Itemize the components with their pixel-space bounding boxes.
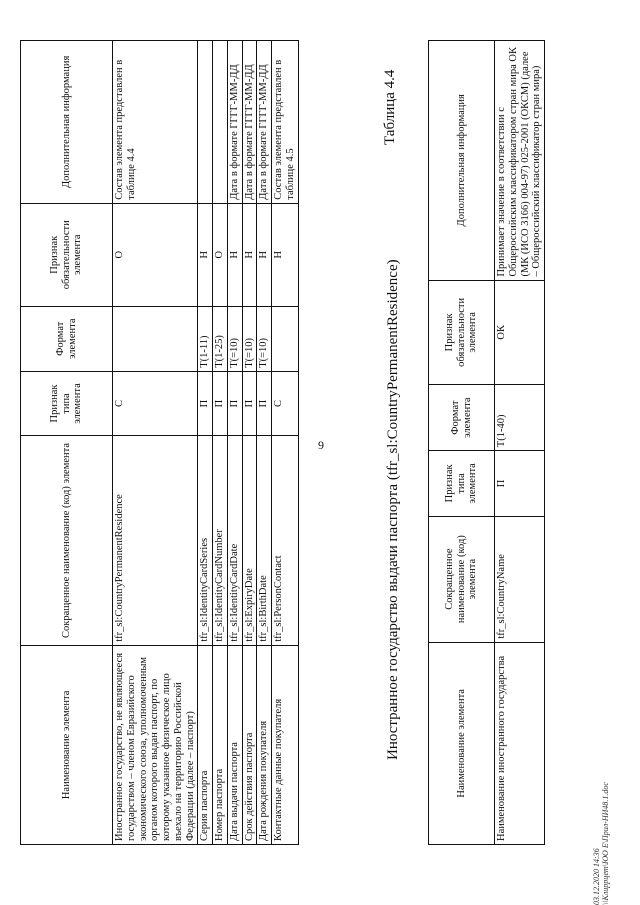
table-row xyxy=(272,41,299,845)
cell: T(1-11) xyxy=(198,306,213,371)
table-row xyxy=(257,41,272,845)
cell: Номер паспорта xyxy=(213,645,228,844)
table-row xyxy=(198,41,213,845)
cell: Состав элемента представлен в таблице 4.4 xyxy=(113,41,198,204)
cell: T(=10) xyxy=(227,306,242,371)
cell: Дата в формате ГГГГ-ММ-ДД xyxy=(242,41,257,204)
cell: tfr_sl:ExpiryDate xyxy=(242,436,257,646)
cell: Н xyxy=(198,203,213,306)
cell: С xyxy=(113,371,198,435)
header-code: Сокращенное наименование (код) элемента xyxy=(429,516,495,642)
cell: Серия паспорта xyxy=(198,645,213,844)
cell: Состав элемента представлен в таблице 4.5 xyxy=(272,41,299,204)
header-name: Наименование элемента xyxy=(21,645,113,844)
rotated-page xyxy=(0,45,640,905)
header-name: Наименование элемента xyxy=(429,642,495,844)
table-row xyxy=(113,41,198,845)
cell: Иностранное государство, не являющееся государством – членом Евразийского экономического союза, уполномоченным органом которого выдан паспорт, по которому указанное физическое лицо въехало на территорию Российской Федерации (далее – паспорт) xyxy=(113,645,198,844)
cell xyxy=(213,41,228,204)
cell: tfr_sl:IdentityCardDate xyxy=(227,436,242,646)
cell: tfr_sl:BirthDate xyxy=(257,436,272,646)
cell: T(1-25) xyxy=(213,306,228,371)
cell: tfr_sl:CountryName xyxy=(495,516,545,642)
cell: П xyxy=(227,371,242,435)
cell xyxy=(113,306,198,371)
footer-path: \\Клиррцет\ЮО Е\Прил-НИ48.1.doc xyxy=(601,782,611,905)
table-number: Таблица 4.4 xyxy=(382,69,398,145)
cell: Дата рождения покупателя xyxy=(257,645,272,844)
cell: С xyxy=(272,371,299,435)
header-required: Признак обязательности элемента xyxy=(21,203,113,306)
cell xyxy=(272,306,299,371)
header-required: Признак обязательности элемента xyxy=(429,280,495,385)
table-row xyxy=(495,41,545,845)
cell: tfr_sl:PersonContact xyxy=(272,436,299,646)
cell: T(=10) xyxy=(242,306,257,371)
cell: Н xyxy=(242,203,257,306)
header-format: Формат элемента xyxy=(21,306,113,371)
cell: Дата в формате ГГГГ-ММ-ДД xyxy=(227,41,242,204)
table-caption: Иностранное государство выдачи паспорта (tfr_sl:CountryPermanentResidence) xyxy=(385,259,401,760)
elements-table xyxy=(20,40,299,845)
header-info: Дополнительная информация xyxy=(21,41,113,204)
header-info: Дополнительная информация xyxy=(429,41,495,281)
cell xyxy=(198,41,213,204)
page-number: 9 xyxy=(318,438,324,452)
table-row xyxy=(242,41,257,845)
header-type: Признак типа элемента xyxy=(21,371,113,435)
cell: Контактные данные покупателя xyxy=(272,645,299,844)
cell: П xyxy=(495,451,545,516)
cell: Принимает значение в соответствии с Общероссийским классификатором стран мира ОК (МК (ИСО 3166) 004-97) 025-2001 (ОКСМ) (далее – Общероссийский классификатор стран мира) xyxy=(495,41,545,281)
cell: Н xyxy=(227,203,242,306)
cell: T(=10) xyxy=(257,306,272,371)
cell: tfr_sl:IdentityCardNumber xyxy=(213,436,228,646)
cell: Н xyxy=(257,203,272,306)
cell: tfr_sl:IdentityCardSeries xyxy=(198,436,213,646)
cell: О xyxy=(113,203,198,306)
cell: Наименование иностранного государства xyxy=(495,642,545,844)
table-row xyxy=(213,41,228,845)
cell: П xyxy=(198,371,213,435)
cell: О xyxy=(213,203,228,306)
country-table xyxy=(428,40,545,845)
cell: П xyxy=(213,371,228,435)
table-row xyxy=(227,41,242,845)
cell: ОК xyxy=(495,280,545,385)
header-type: Признак типа элемента xyxy=(429,451,495,516)
cell: tfr_sl:CountryPermanentResidence xyxy=(113,436,198,646)
header-format: Формат элемента xyxy=(429,385,495,451)
file-footer xyxy=(592,782,610,905)
cell: Срок действия паспорта xyxy=(242,645,257,844)
cell: П xyxy=(242,371,257,435)
cell: П xyxy=(257,371,272,435)
cell: Дата в формате ГГГГ-ММ-ДД xyxy=(257,41,272,204)
cell: Н xyxy=(272,203,299,306)
header-code: Сокращенное наименование (код) элемента xyxy=(21,436,113,646)
cell: T(1-40) xyxy=(495,385,545,451)
footer-date: 03.12.2020 14:36 xyxy=(592,848,601,905)
cell: Дата выдачи паспорта xyxy=(227,645,242,844)
